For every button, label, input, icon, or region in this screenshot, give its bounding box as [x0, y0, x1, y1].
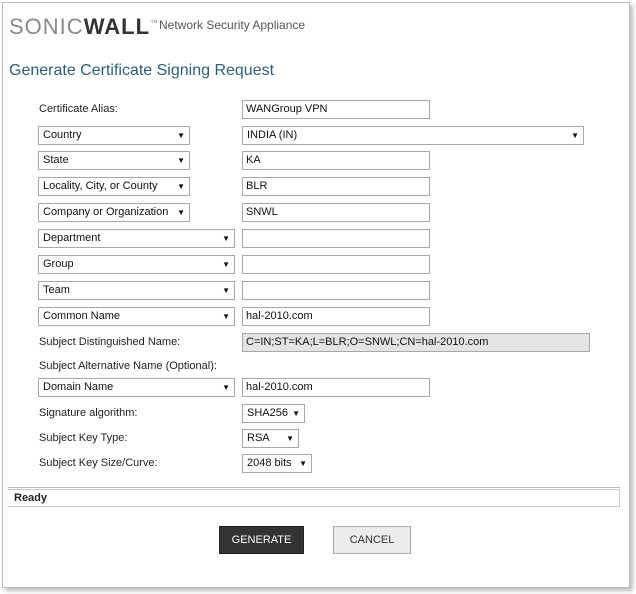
generate-button[interactable]: GENERATE [219, 526, 304, 554]
chevron-down-icon: ▼ [222, 312, 230, 321]
state-field-select[interactable]: State ▼ [38, 151, 190, 170]
key-type-label: Subject Key Type: [39, 432, 128, 444]
certificate-alias-input[interactable]: WANGroup VPN [242, 100, 430, 119]
subject-dn-value: C=IN;ST=KA;L=BLR;O=SNWL;CN=hal-2010.com [242, 333, 590, 352]
department-input[interactable] [242, 229, 430, 248]
country-field-select[interactable]: Country ▼ [38, 126, 190, 145]
chevron-down-icon: ▼ [292, 409, 300, 418]
team-input[interactable] [242, 281, 430, 300]
certificate-alias-label: Certificate Alias: [39, 103, 118, 115]
product-subtitle: Network Security Appliance [159, 18, 306, 32]
chevron-down-icon: ▼ [299, 459, 307, 468]
locality-input[interactable]: BLR [242, 177, 430, 196]
group-field-select[interactable]: Group ▼ [38, 255, 235, 274]
san-type-select[interactable]: Domain Name ▼ [38, 378, 235, 397]
page-title: Generate Certificate Signing Request [9, 62, 275, 79]
team-field-select[interactable]: Team ▼ [38, 281, 235, 300]
chevron-down-icon: ▼ [177, 208, 185, 217]
chevron-down-icon: ▼ [571, 131, 579, 140]
company-input[interactable]: SNWL [242, 203, 430, 222]
signature-algorithm-label: Signature algorithm: [39, 407, 138, 419]
chevron-down-icon: ▼ [222, 234, 230, 243]
signature-algorithm-select[interactable]: SHA256 ▼ [242, 404, 305, 423]
group-input[interactable] [242, 255, 430, 274]
key-size-label: Subject Key Size/Curve: [39, 457, 158, 469]
chevron-down-icon: ▼ [286, 434, 294, 443]
status-divider [8, 487, 620, 488]
chevron-down-icon: ▼ [177, 156, 185, 165]
chevron-down-icon: ▼ [177, 131, 185, 140]
chevron-down-icon: ▼ [222, 260, 230, 269]
key-size-select[interactable]: 2048 bits ▼ [242, 454, 312, 473]
chevron-down-icon: ▼ [222, 286, 230, 295]
sonicwall-logo: SONICWALL™ [9, 14, 160, 39]
locality-field-select[interactable]: Locality, City, or County ▼ [38, 177, 190, 196]
state-input[interactable]: KA [242, 151, 430, 170]
san-input[interactable]: hal-2010.com [242, 378, 430, 397]
country-value-select[interactable]: INDIA (IN) ▼ [242, 126, 584, 145]
cancel-button[interactable]: CANCEL [333, 526, 411, 554]
company-field-select[interactable]: Company or Organization ▼ [38, 203, 190, 222]
subject-dn-label: Subject Distinguished Name: [39, 336, 181, 348]
key-type-select[interactable]: RSA ▼ [242, 429, 299, 448]
common-name-field-select[interactable]: Common Name ▼ [38, 307, 235, 326]
subject-alt-name-label: Subject Alternative Name (Optional): [39, 360, 217, 372]
department-field-select[interactable]: Department ▼ [38, 229, 235, 248]
chevron-down-icon: ▼ [222, 383, 230, 392]
chevron-down-icon: ▼ [177, 182, 185, 191]
common-name-input[interactable]: hal-2010.com [242, 307, 430, 326]
status-bar: Ready [8, 489, 620, 507]
